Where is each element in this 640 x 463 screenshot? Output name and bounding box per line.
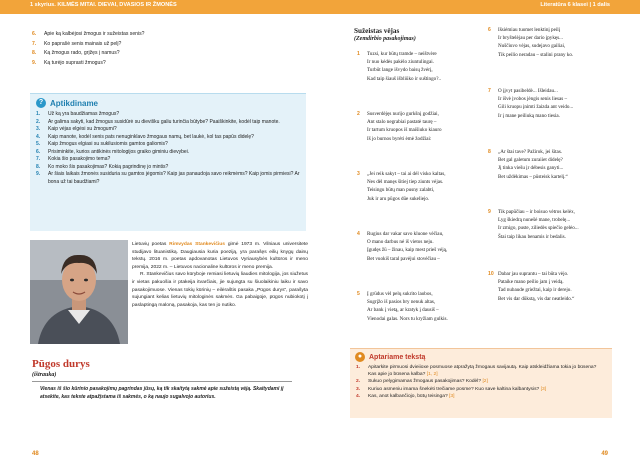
story-intro: Vienas iš šio kūrinio pasakojimų pagrindas jūsų, ką tik skaitytą sakmė apie sužeistą vėją. Skaitydami įį atsekite, kas tekste atpažįstama iš sakmės, o ką naujo sugalvojo autorius. <box>40 386 284 400</box>
discussion-title: Aptikdiname <box>50 98 99 108</box>
list-item: 3. Kuriuo asmeniu imama šnekėti trečiame posme? Kuo save kaltina kalbantysis? [3] <box>356 386 547 392</box>
stanza: 10 Dabar jau suprantu – tai būta vėjo. Pataike mano peilio jam į veidą. Tad nubaude griežtai, kaip ir derejo. Bet vis dar dūkstą, vis dar neatleido.“ <box>488 271 575 302</box>
list-item: 8. Ko moko šis pasakojimas? Kokią pagrindinę jo mintis? <box>36 163 169 170</box>
poem-title: Sužeistas vėjas <box>354 27 400 35</box>
list-item: 4. Kaip manote, kodėl senis pats nenuginklavo žmogaus namų, bet laukė, kol tas papūs didelę? <box>36 133 254 140</box>
header-bar-right <box>320 0 640 14</box>
list-item: 8. Ką žmogus rado, grįžęs į namus? <box>32 50 120 56</box>
list-item: 9. Ar šiais laikais žmonės susiduria su gamtos jėgomis? Kaip jas panaudoja savo reikmėms? Kaip jomis pirmiesi? Ar bona už tai baudžiami? <box>36 171 300 185</box>
list-item: 6. Apie ką kalbėjosi žmogus ir sužeistas senis? <box>32 31 145 37</box>
stanza: 2 Susverdėjęs nurijo gurkšnį godžiai, Ant stalo negrabiai pastatė taurę – Ir tartum kruopos iš maišiuko kiauro Iš jo burnos byrėti ėmė žodžiai: <box>357 111 442 142</box>
stanza: 7 O įįvyt pasibeldė... Išleidau... Ir išvė įvobos jėngis senis liesas – Gili kruopu įnimti žaizda ant veido... Ir į mane peiliuką mano tiesia. <box>488 88 574 119</box>
bio-paragraph: Lietuvių poetas Rimvydas Stankevičius gimė 1973 m. Vilniaus universitete studijavo lituanistiką. Daugiausia kuria poeziją, yra parašęs eilių knygų dainų tekstų. 2016 m. poetas apdovanotas Lietuvos Vyriausybės kultūros ir meno premija, 2022 m. – Lietuvos nacionaline kultūros ir meno premija. <box>132 242 309 270</box>
stanza: 8 „Ar štai tave? Pažirok, jei šitas. Bet gal galetum zuraiiet didelę? Jį tinka viešu įr dėbesis ganyti... Bet uždėkimas – pūsteisk kartelį.“ <box>488 149 568 180</box>
stanza: 3 „Jei reik sakyt – tai ai dėl visko kaltas, Nes dėl manęs šitiej tiep ziunts vėjas. Teisingu būtų man pusny zalabti, Juk ir aru pūgos dūe sukeliejo. <box>357 171 446 202</box>
page-number-left: 48 <box>32 451 39 457</box>
stanza: 4 Rugius dar vakar savo kluone vėčiau, O mano darbus nė iš vietos neju. Įgudęs žū – žinau, kaip mest prieš vėją, Bet vuokiš taral pavėjui stovėčiau – <box>357 231 448 262</box>
list-item: 3. Kaip vėjas elgėsi su žmogumi? <box>36 126 117 132</box>
stanza: 5 Į grūdus vėl pelų sukrito laobos, Sugrįžo iš pasios bry nenuk altas, Ar bank į vietą, ar kratyk į dausiš – Vienodai galas. Nors tu kryžiam gulkis. <box>357 291 448 322</box>
question-list <box>32 30 302 68</box>
author-bio <box>132 241 308 309</box>
stanza: 6 Išsiėmiau tuomet lenktinį peilį Ir bryštelėjau per dario įpykęs... Nuščiuvo vėjas, sudejavo gailiai, Tik peilio neradau – stalini prany ko. <box>488 27 574 58</box>
list-item: 5. Kaip žmogus elgiasi su sukilusiomis gamtos galiomis? <box>36 141 168 147</box>
list-item: 4. Kas, anot kalbančiojo, būtų teisinga? [3] <box>356 393 455 399</box>
poem-subtitle: (Zemdirbio pasakojimas) <box>354 36 416 42</box>
chapter-title: 1 skyrius. KILMĖS MITAI. DIEVAI, DVASIOS IR ŽMONĖS <box>30 2 177 8</box>
poet-name: Rimvydas Stankevičius <box>169 242 225 247</box>
list-item: 1. Už ką yra baudžiamas žmogus? <box>36 111 120 117</box>
book-title: Literatūra 6 klasei | 1 dalis <box>540 2 610 8</box>
text-discussion-box <box>350 348 612 418</box>
list-item: 7. Ko paprašė senis mainais už pelį? <box>32 40 122 47</box>
author-portrait <box>30 240 128 344</box>
text-discussion-title: Aptariame tekstą <box>369 353 426 361</box>
stanza-ref: [3] <box>449 393 455 399</box>
stanza-ref: [2] <box>482 379 488 385</box>
list-item: 9. Ką turėjo suprasti žmogus? <box>32 59 106 66</box>
divider <box>32 381 292 382</box>
list-item: 6. Prisiminkite, kurios antikinės mitologijos graiko giminiu dievybei. <box>36 148 190 155</box>
story-title: Pūgos durys <box>32 358 90 370</box>
header-bar-left <box>0 0 320 14</box>
page-number-right: 49 <box>601 451 608 457</box>
discussion-box <box>30 93 306 231</box>
list-item: 7. Kokia šio pasakojimo tema? <box>36 156 111 162</box>
question-icon: ? <box>36 98 46 108</box>
stanza: 9 Tik papūčiau – ir boisuo vėtros kelėx, Lyg škiedrą nunešė mane, trobelę... Ir zmigo, puste, ziliedės spiečio gelėo... Štai taip likau benamis ir bedalis. <box>488 209 579 240</box>
stanza-ref: [3] <box>540 386 547 392</box>
list-item: 2. Sukuo pelygimamas žmogaus pasakojimas? Kodėl? [2] <box>356 379 488 385</box>
story-subtitle: (ištrauka) <box>32 372 57 378</box>
stanza-ref: [1, 2] <box>426 372 438 378</box>
portrait-image <box>30 240 128 344</box>
stanza: 1 Tuzsi, kur būtų tramde – neištvėre Ir nuo kėdės pakėlo ziuntulingai. Turbūt lange išvydo baisų žvėrį, Kad taip šiauš išbliūko ir suštingo?.. <box>357 51 441 82</box>
list-item: 2. Ar galima sakyti, kad žmogus susidūrė su dievišku galiu turinčia būtybe? Paaiškinkite, kodėl taip manote. <box>36 118 280 125</box>
list-item: 1. Apitarkite pirmuosi dvieiioxe posmuose atpražytą žmogaus savijautą. Kaip atskleidžiama tokia jo būsena? Kas apie jo būsena kalba? [1, 2] <box>356 365 597 378</box>
bio-paragraph: R. Stankevičius savo kūryboje remiasi lietuvių liaudies mitologija, jos siužetus ir vietas pakuošia ir ptakeija itvarčiais, jie sujungta su šiuolaikiniu laiku ir savo pasakojimuose. Vienas tokių kūrinių – eilėraštis pasaka „Pūgos durys“, parašyta sujungiant kelias lietuvių mitologinės sakmės. Ga pabaigoje, pūgos nubiokotį į paslaptingą maloną, pasakoja, kas ten jo nutiko. <box>132 272 308 308</box>
discussion-icon: ● <box>355 352 365 362</box>
